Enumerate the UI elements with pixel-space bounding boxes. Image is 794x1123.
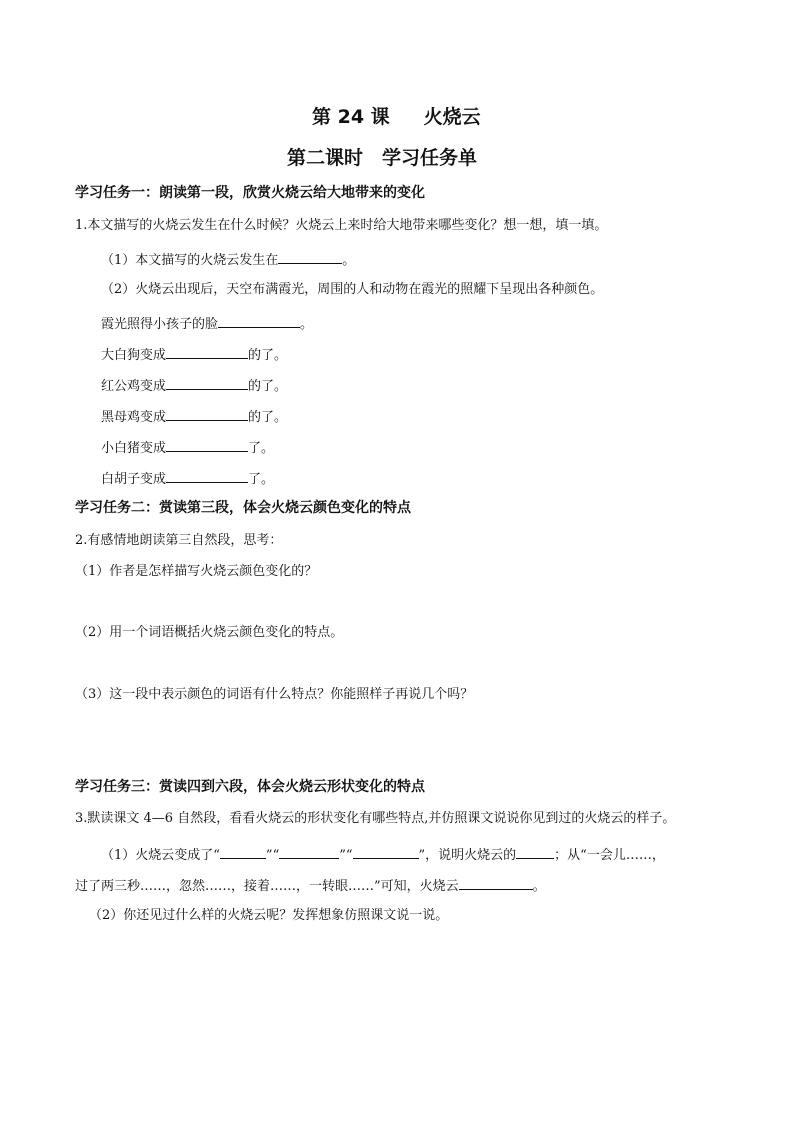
task2-q3: （3）这一段中表示颜色的词语有什么特点？你能照样子再说几个吗？ — [75, 687, 474, 702]
fill-suffix: 。 — [300, 317, 314, 332]
task1-heading: 学习任务一：朗读第一段，欣赏火烧云给大地带来的变化 — [75, 185, 425, 201]
task3-text: ”，说明火烧云的 — [418, 848, 517, 863]
task3-text: 。 — [532, 879, 546, 894]
task2-q1: （1）作者是怎样描写火烧云颜色变化的？ — [75, 564, 318, 579]
fill-suffix: 的了。 — [248, 410, 288, 425]
task3-sub2: （2）你还见过什么样的火烧云呢？发挥想象仿照课文说一说。 — [89, 908, 449, 923]
task1-sub1 — [101, 250, 355, 269]
lesson-name: 火烧云 — [423, 106, 481, 128]
task3-sub1-line1 — [101, 845, 665, 864]
answer-blank[interactable] — [278, 250, 342, 264]
answer-blank[interactable] — [279, 845, 339, 859]
task1-question: 1.本文描写的火烧云发生在什么时候？火烧云上来时给大地带来哪些变化？想一想，填一填。 — [75, 218, 608, 233]
fill-line-pig — [101, 438, 274, 457]
fill-suffix: 了。 — [248, 472, 275, 487]
fill-prefix: 霞光照得小孩子的脸 — [101, 317, 219, 332]
answer-blank[interactable] — [516, 845, 554, 859]
fill-line-rooster — [101, 376, 287, 395]
task1-sub2: （2）火烧云出现后，天空布满霞光，周围的人和动物在霞光的照耀下呈现出各种颜色。 — [101, 282, 604, 297]
task3-text: ”“ — [265, 848, 280, 863]
fill-prefix: 红公鸡变成 — [101, 379, 167, 394]
answer-blank[interactable] — [166, 376, 248, 390]
fill-line-dog — [101, 345, 287, 364]
fill-suffix: 了。 — [248, 441, 275, 456]
answer-blank[interactable] — [218, 314, 300, 328]
task3-text: 过了两三秒……，忽然……，接着……，一转眼……”可知，火烧云 — [75, 879, 459, 894]
task3-text: ；从“一会儿……， — [554, 848, 665, 863]
task3-text: （1）火烧云变成了“ — [101, 848, 220, 863]
task1-sub1-prefix: （1）本文描写的火烧云发生在 — [101, 253, 279, 268]
task3-text: ”“ — [339, 848, 353, 863]
task2-heading: 学习任务二：赏读第三段，体会火烧云颜色变化的特点 — [75, 500, 411, 516]
task3-sub1-line2 — [75, 876, 546, 895]
task2-question: 2.有感情地朗读第三自然段，思考： — [75, 533, 283, 548]
fill-suffix: 的了。 — [248, 379, 288, 394]
fill-suffix: 的了。 — [248, 348, 288, 363]
fill-prefix: 小白猪变成 — [101, 441, 167, 456]
fill-prefix: 大白狗变成 — [101, 348, 167, 363]
answer-blank[interactable] — [459, 876, 533, 890]
answer-blank[interactable] — [166, 438, 248, 452]
task2-q2: （2）用一个词语概括火烧云颜色变化的特点。 — [75, 625, 344, 640]
fill-line-hen — [101, 407, 287, 426]
answer-blank[interactable] — [220, 845, 266, 859]
worksheet-subtitle: 第二课时 学习任务单 — [287, 147, 478, 169]
lesson-title — [312, 106, 481, 128]
answer-blank[interactable] — [353, 845, 419, 859]
fill-prefix: 黑母鸡变成 — [101, 410, 167, 425]
task3-question: 3.默读课文 4—6 自然段，看看火烧云的形状变化有哪些特点,并仿照课文说说你见到过的火烧云的样子。 — [75, 811, 676, 826]
fill-line-face — [101, 314, 313, 333]
lesson-label: 第 24 课 — [312, 106, 390, 128]
fill-line-beard — [101, 469, 274, 488]
answer-blank[interactable] — [166, 407, 248, 421]
fill-prefix: 白胡子变成 — [101, 472, 167, 487]
answer-blank[interactable] — [166, 469, 248, 483]
task1-sub1-suffix: 。 — [342, 253, 356, 268]
task3-heading: 学习任务三：赏读四到六段，体会火烧云形状变化的特点 — [75, 779, 425, 795]
answer-blank[interactable] — [166, 345, 248, 359]
